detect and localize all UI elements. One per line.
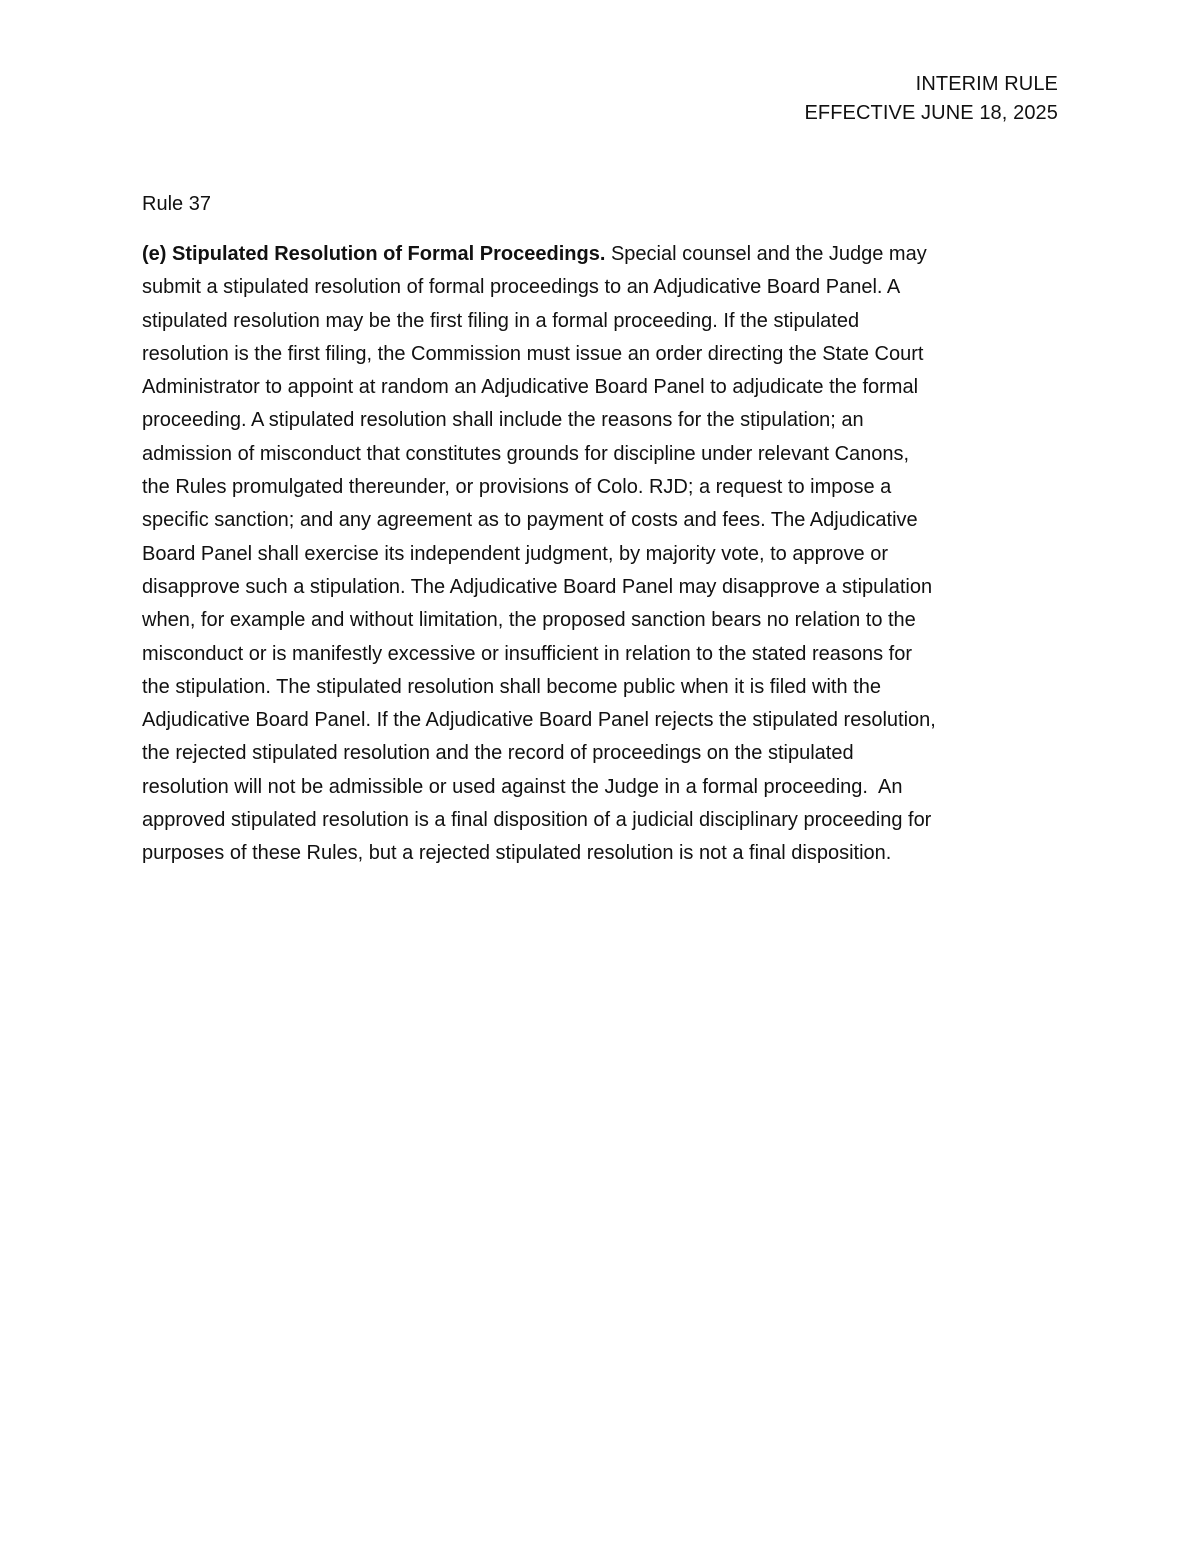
section-paragraph [142,238,1060,871]
paragraph-line: the rejected stipulated resolution and the record of proceedings on the stipulated [142,742,854,765]
paragraph-line: the Rules promulgated thereunder, or provisions of Colo. RJD; a request to impose a [142,476,892,499]
paragraph-line: when, for example and without limitation, the proposed sanction bears no relation to the [142,609,916,632]
paragraph-line: disapprove such a stipulation. The Adjudicative Board Panel may disapprove a stipulation [142,575,933,598]
paragraph-line: Adjudicative Board Panel. If the Adjudicative Board Panel rejects the stipulated resolution, [142,709,936,732]
paragraph-line: approved stipulated resolution is a final disposition of a judicial disciplinary proceeding for [142,809,932,832]
header-interim-rule: INTERIM RULE [915,73,1058,95]
header-effective-date: EFFECTIVE JUNE 18, 2025 [804,102,1058,124]
paragraph-line: stipulated resolution may be the first filing in a formal proceeding. If the stipulated [142,309,860,332]
paragraph-line: resolution is the first filing, the Commission must issue an order directing the State Court [142,342,924,365]
paragraph-line: the stipulation. The stipulated resolution shall become public when it is filed with the [142,675,881,698]
paragraph-line: resolution will not be admissible or used against the Judge in a formal proceeding. An [142,775,903,798]
paragraph-line: purposes of these Rules, but a rejected stipulated resolution is not a final disposition. [142,842,892,865]
page-header [804,70,1058,128]
paragraph-line [142,238,1060,271]
rule-number: Rule 37 [142,193,211,215]
paragraph-line: admission of misconduct that constitutes grounds for discipline under relevant Canons, [142,442,910,465]
paragraph-line: submit a stipulated resolution of formal proceedings to an Adjudicative Board Panel. A [142,276,901,299]
paragraph-line: Administrator to appoint at random an Adjudicative Board Panel to adjudicate the formal [142,376,919,399]
section-heading: (e) Stipulated Resolution of Formal Proceedings. [142,243,606,265]
paragraph-line: proceeding. A stipulated resolution shall include the reasons for the stipulation; an [142,409,864,432]
paragraph-line: misconduct or is manifestly excessive or insufficient in relation to the stated reasons for [142,642,912,665]
paragraph-line: Board Panel shall exercise its independent judgment, by majority vote, to approve or [142,542,888,565]
paragraph-text: Special counsel and the Judge may [605,243,927,265]
paragraph-line: specific sanction; and any agreement as to payment of costs and fees. The Adjudicative [142,509,918,532]
